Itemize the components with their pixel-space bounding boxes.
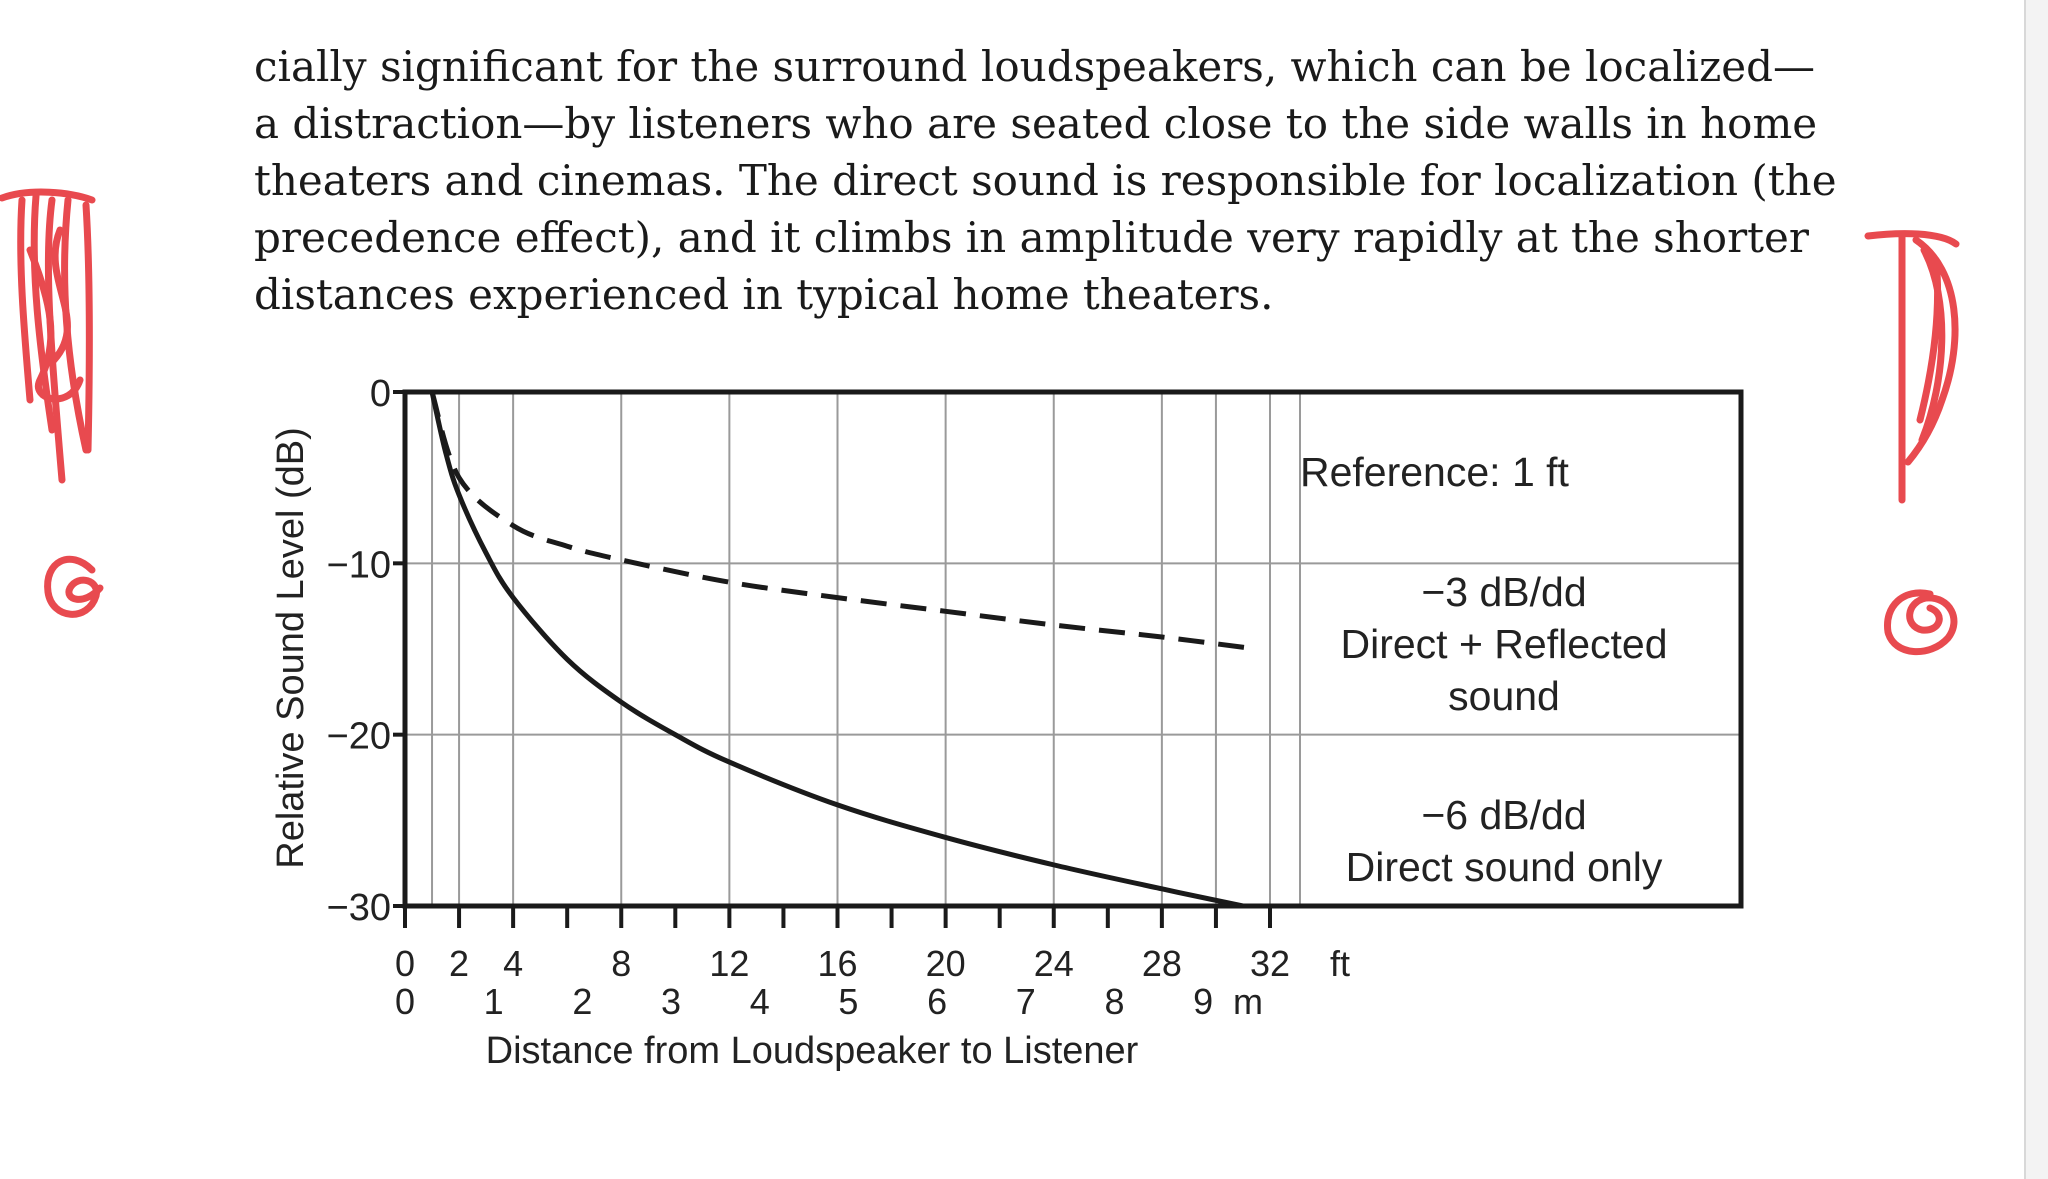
solid-series-label: Direct sound only (1345, 844, 1663, 890)
chart-series (432, 392, 1256, 906)
x-m-tick-label: 3 (661, 981, 682, 1022)
dashed-series-label-cont: sound (1448, 673, 1560, 719)
x-ft-tick-label: 20 (925, 943, 966, 984)
paragraph-line: a distraction—by listeners who are seated close to the side walls in home (254, 99, 1818, 148)
x-ft-tick-label: 28 (1141, 943, 1182, 984)
x-m-tick-label: 4 (749, 981, 770, 1022)
x-m-tick-label: 6 (927, 981, 948, 1022)
x-ft-tick-label: 24 (1033, 943, 1074, 984)
paragraph-line: precedence effect), and it climbs in amplitude very rapidly at the shorter (254, 213, 1809, 262)
y-tick-label: −10 (326, 544, 391, 587)
x-ft-tick-label: 8 (611, 943, 632, 984)
x-ft-tick-label: 16 (817, 943, 858, 984)
solid-rate-label: −6 dB/dd (1421, 792, 1587, 838)
right-circle-icon (1887, 593, 1953, 652)
left-scribble-icon (2, 192, 92, 480)
x-m-tick-label: 9 (1193, 981, 1214, 1022)
x-m-tick-label: 1 (483, 981, 504, 1022)
reference-note: Reference: 1 ft (1300, 449, 1569, 495)
x-axis-label: Distance from Loudspeaker to Listener (485, 1030, 1139, 1072)
x-m-tick-label: 8 (1104, 981, 1125, 1022)
x-m-unit-label: m (1233, 981, 1263, 1022)
paragraph-line: cially significant for the surround loudspeakers, which can be localized— (254, 42, 1815, 91)
right-bracket-icon (1868, 234, 1956, 500)
x-ft-tick-label: 2 (449, 943, 470, 984)
paragraph-line: distances experienced in typical home theaters. (254, 270, 1274, 319)
y-axis-label: Relative Sound Level (dB) (270, 427, 312, 869)
dashed-rate-label: −3 dB/dd (1421, 569, 1587, 615)
x-m-tick-label: 7 (1015, 981, 1036, 1022)
x-m-tick-label: 5 (838, 981, 859, 1022)
x-m-tick-label: 2 (572, 981, 593, 1022)
dashed-series-label: Direct + Reflected (1340, 621, 1668, 667)
x-ft-unit-label: ft (1330, 943, 1351, 984)
paragraph-line: theaters and cinemas. The direct sound is responsible for localization (the (254, 156, 1837, 205)
chart-ticks (327, 373, 1290, 1022)
y-tick-label: 0 (369, 373, 391, 415)
x-ft-tick-label: 32 (1249, 943, 1291, 984)
x-ft-tick-label: 12 (709, 943, 750, 984)
left-circle-icon (48, 559, 100, 614)
y-tick-label: −30 (326, 887, 391, 929)
y-tick-label: −20 (326, 715, 391, 758)
x-ft-tick-label: 4 (503, 943, 524, 984)
x-ft-tick-label: 0 (394, 943, 416, 984)
series-direct-reflected-line (432, 392, 1256, 649)
x-m-tick-label: 0 (394, 981, 416, 1022)
